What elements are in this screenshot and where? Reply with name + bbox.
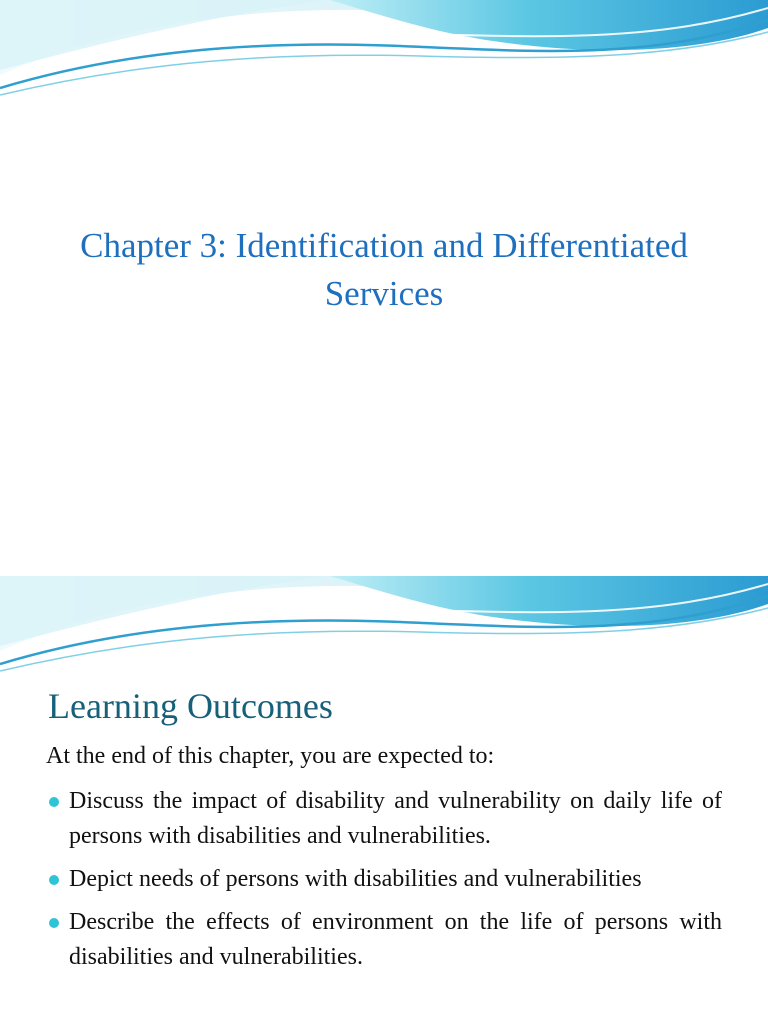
- outcome-item: [46, 905, 722, 975]
- section-heading: Learning Outcomes: [48, 686, 333, 726]
- outcome-text: Depict needs of persons with disabilities and vulnerabilities: [69, 866, 642, 892]
- slide-title: Chapter 3: Identification and Differentiated Services: [80, 226, 688, 313]
- decorative-wave-header: [0, 576, 768, 686]
- outcome-text: Describe the effects of environment on the life of persons with disabilities and vulnerabilities.: [69, 909, 722, 970]
- outcomes-list: [46, 784, 722, 983]
- intro-text: At the end of this chapter, you are expected to:: [46, 743, 495, 769]
- outcome-text: Discuss the impact of disability and vulnerability on daily life of persons with disabilities and vulnerabilities.: [69, 788, 722, 849]
- bullet-dot-icon: [49, 797, 59, 807]
- decorative-wave-header: [0, 0, 768, 110]
- bullet-dot-icon: [49, 875, 59, 885]
- learning-outcomes-slide: [0, 576, 768, 1024]
- outcome-item: [46, 862, 722, 897]
- bullet-dot-icon: [49, 918, 59, 928]
- outcome-item: [46, 784, 722, 854]
